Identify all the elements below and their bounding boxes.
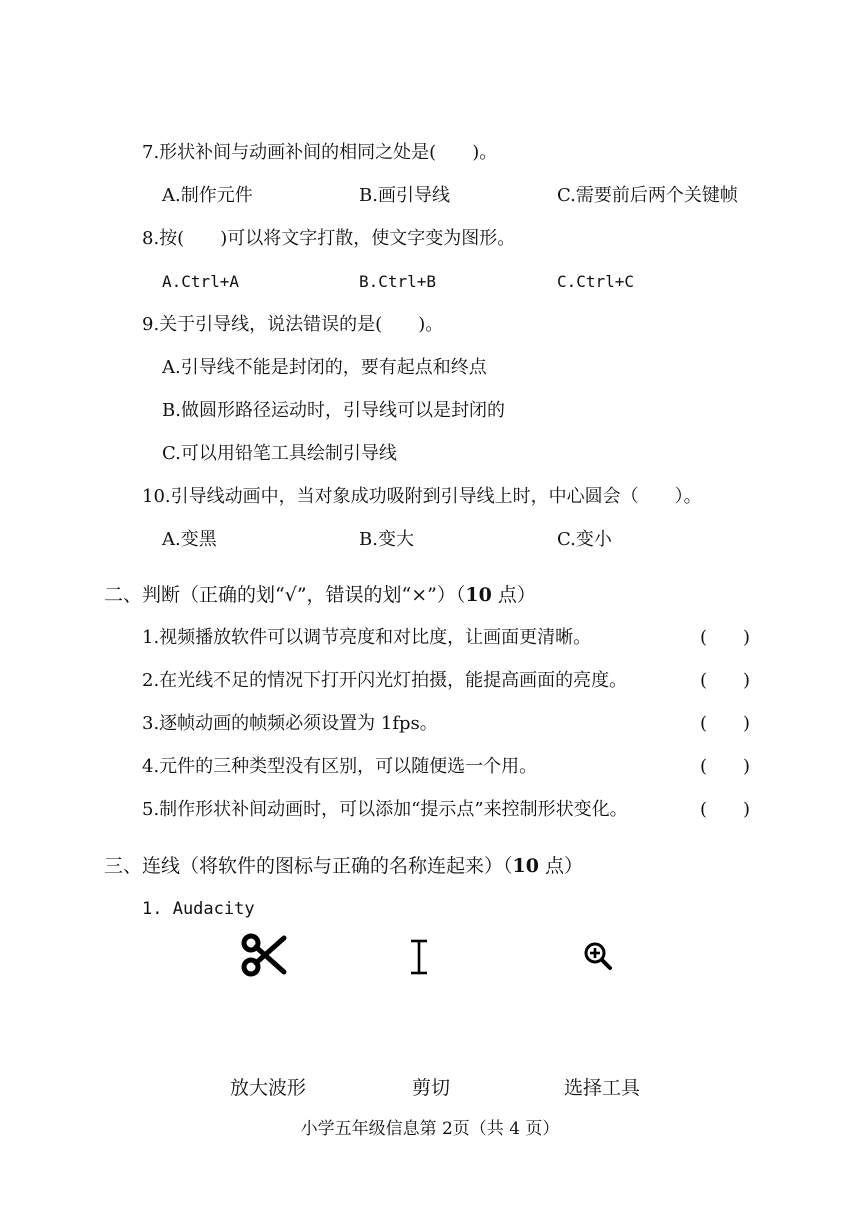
question-7-stem: 7.形状补间与动画补间的相同之处是( )。: [142, 142, 498, 163]
tf-answer-blank-2[interactable]: ( ): [700, 670, 751, 691]
tf-item-1: 1.视频播放软件可以调节亮度和对比度，让画面更清晰。: [142, 627, 592, 648]
question-9-option-a: A.引导线不能是封闭的，要有起点和终点: [162, 357, 487, 378]
tf-item-4: 4.元件的三种类型没有区别，可以随便选一个用。: [142, 756, 538, 777]
question-7-option-a: A.制作元件: [162, 185, 253, 206]
match-label-select-tool[interactable]: 选择工具: [564, 1077, 641, 1099]
match-item-1: 1. Audacity: [142, 899, 255, 919]
question-7-option-b: B.画引导线: [359, 185, 450, 206]
page-footer: 小学五年级信息第 2页（共 4 页）: [300, 1119, 560, 1139]
question-9-option-b: B.做圆形路径运动时，引导线可以是封闭的: [162, 400, 505, 421]
question-7-option-c: C.需要前后两个关键帧: [557, 185, 738, 206]
question-10-option-a: A.变黑: [162, 529, 217, 550]
question-9-stem: 9.关于引导线，说法错误的是( )。: [142, 314, 444, 335]
question-8-stem: 8.按( )可以将文字打散，使文字变为图形。: [142, 228, 516, 249]
question-10-option-b: B.变大: [359, 529, 414, 550]
zoom-in-icon[interactable]: [582, 940, 614, 972]
tf-answer-blank-5[interactable]: ( ): [700, 799, 751, 820]
section-3-points: 10: [512, 855, 539, 877]
question-8-option-a: A.Ctrl+A: [162, 272, 240, 291]
question-8-option-b: B.Ctrl+B: [359, 272, 437, 291]
question-10-stem: 10.引导线动画中，当对象成功吸附到引导线上时，中心圆会（ ）。: [142, 486, 702, 507]
match-label-zoom-waveform[interactable]: 放大波形: [230, 1077, 307, 1099]
tf-item-3: 3.逐帧动画的帧频必须设置为 1fps。: [142, 713, 438, 734]
match-label-cut[interactable]: 剪切: [412, 1077, 451, 1099]
question-8-option-c: C.Ctrl+C: [557, 272, 635, 291]
text-cursor-icon[interactable]: [407, 938, 431, 976]
scissors-icon[interactable]: [240, 932, 288, 978]
tf-item-2: 2.在光线不足的情况下打开闪光灯拍摄，能提高画面的亮度。: [142, 670, 628, 691]
section-2-points: 10: [465, 584, 492, 606]
tf-answer-blank-1[interactable]: ( ): [700, 627, 751, 648]
tf-answer-blank-3[interactable]: ( ): [700, 713, 751, 734]
section-3-heading: 三、连线（将软件的图标与正确的名称连起来）（10 点）: [104, 855, 584, 877]
question-9-option-c: C.可以用铅笔工具绘制引导线: [162, 443, 397, 464]
tf-answer-blank-4[interactable]: ( ): [700, 756, 751, 777]
tf-item-5: 5.制作形状补间动画时，可以添加“提示点”来控制形状变化。: [142, 799, 628, 820]
section-2-heading: 二、判断（正确的划“√”，错误的划“×”）（10 点）: [104, 584, 536, 606]
question-10-option-c: C.变小: [557, 529, 612, 550]
